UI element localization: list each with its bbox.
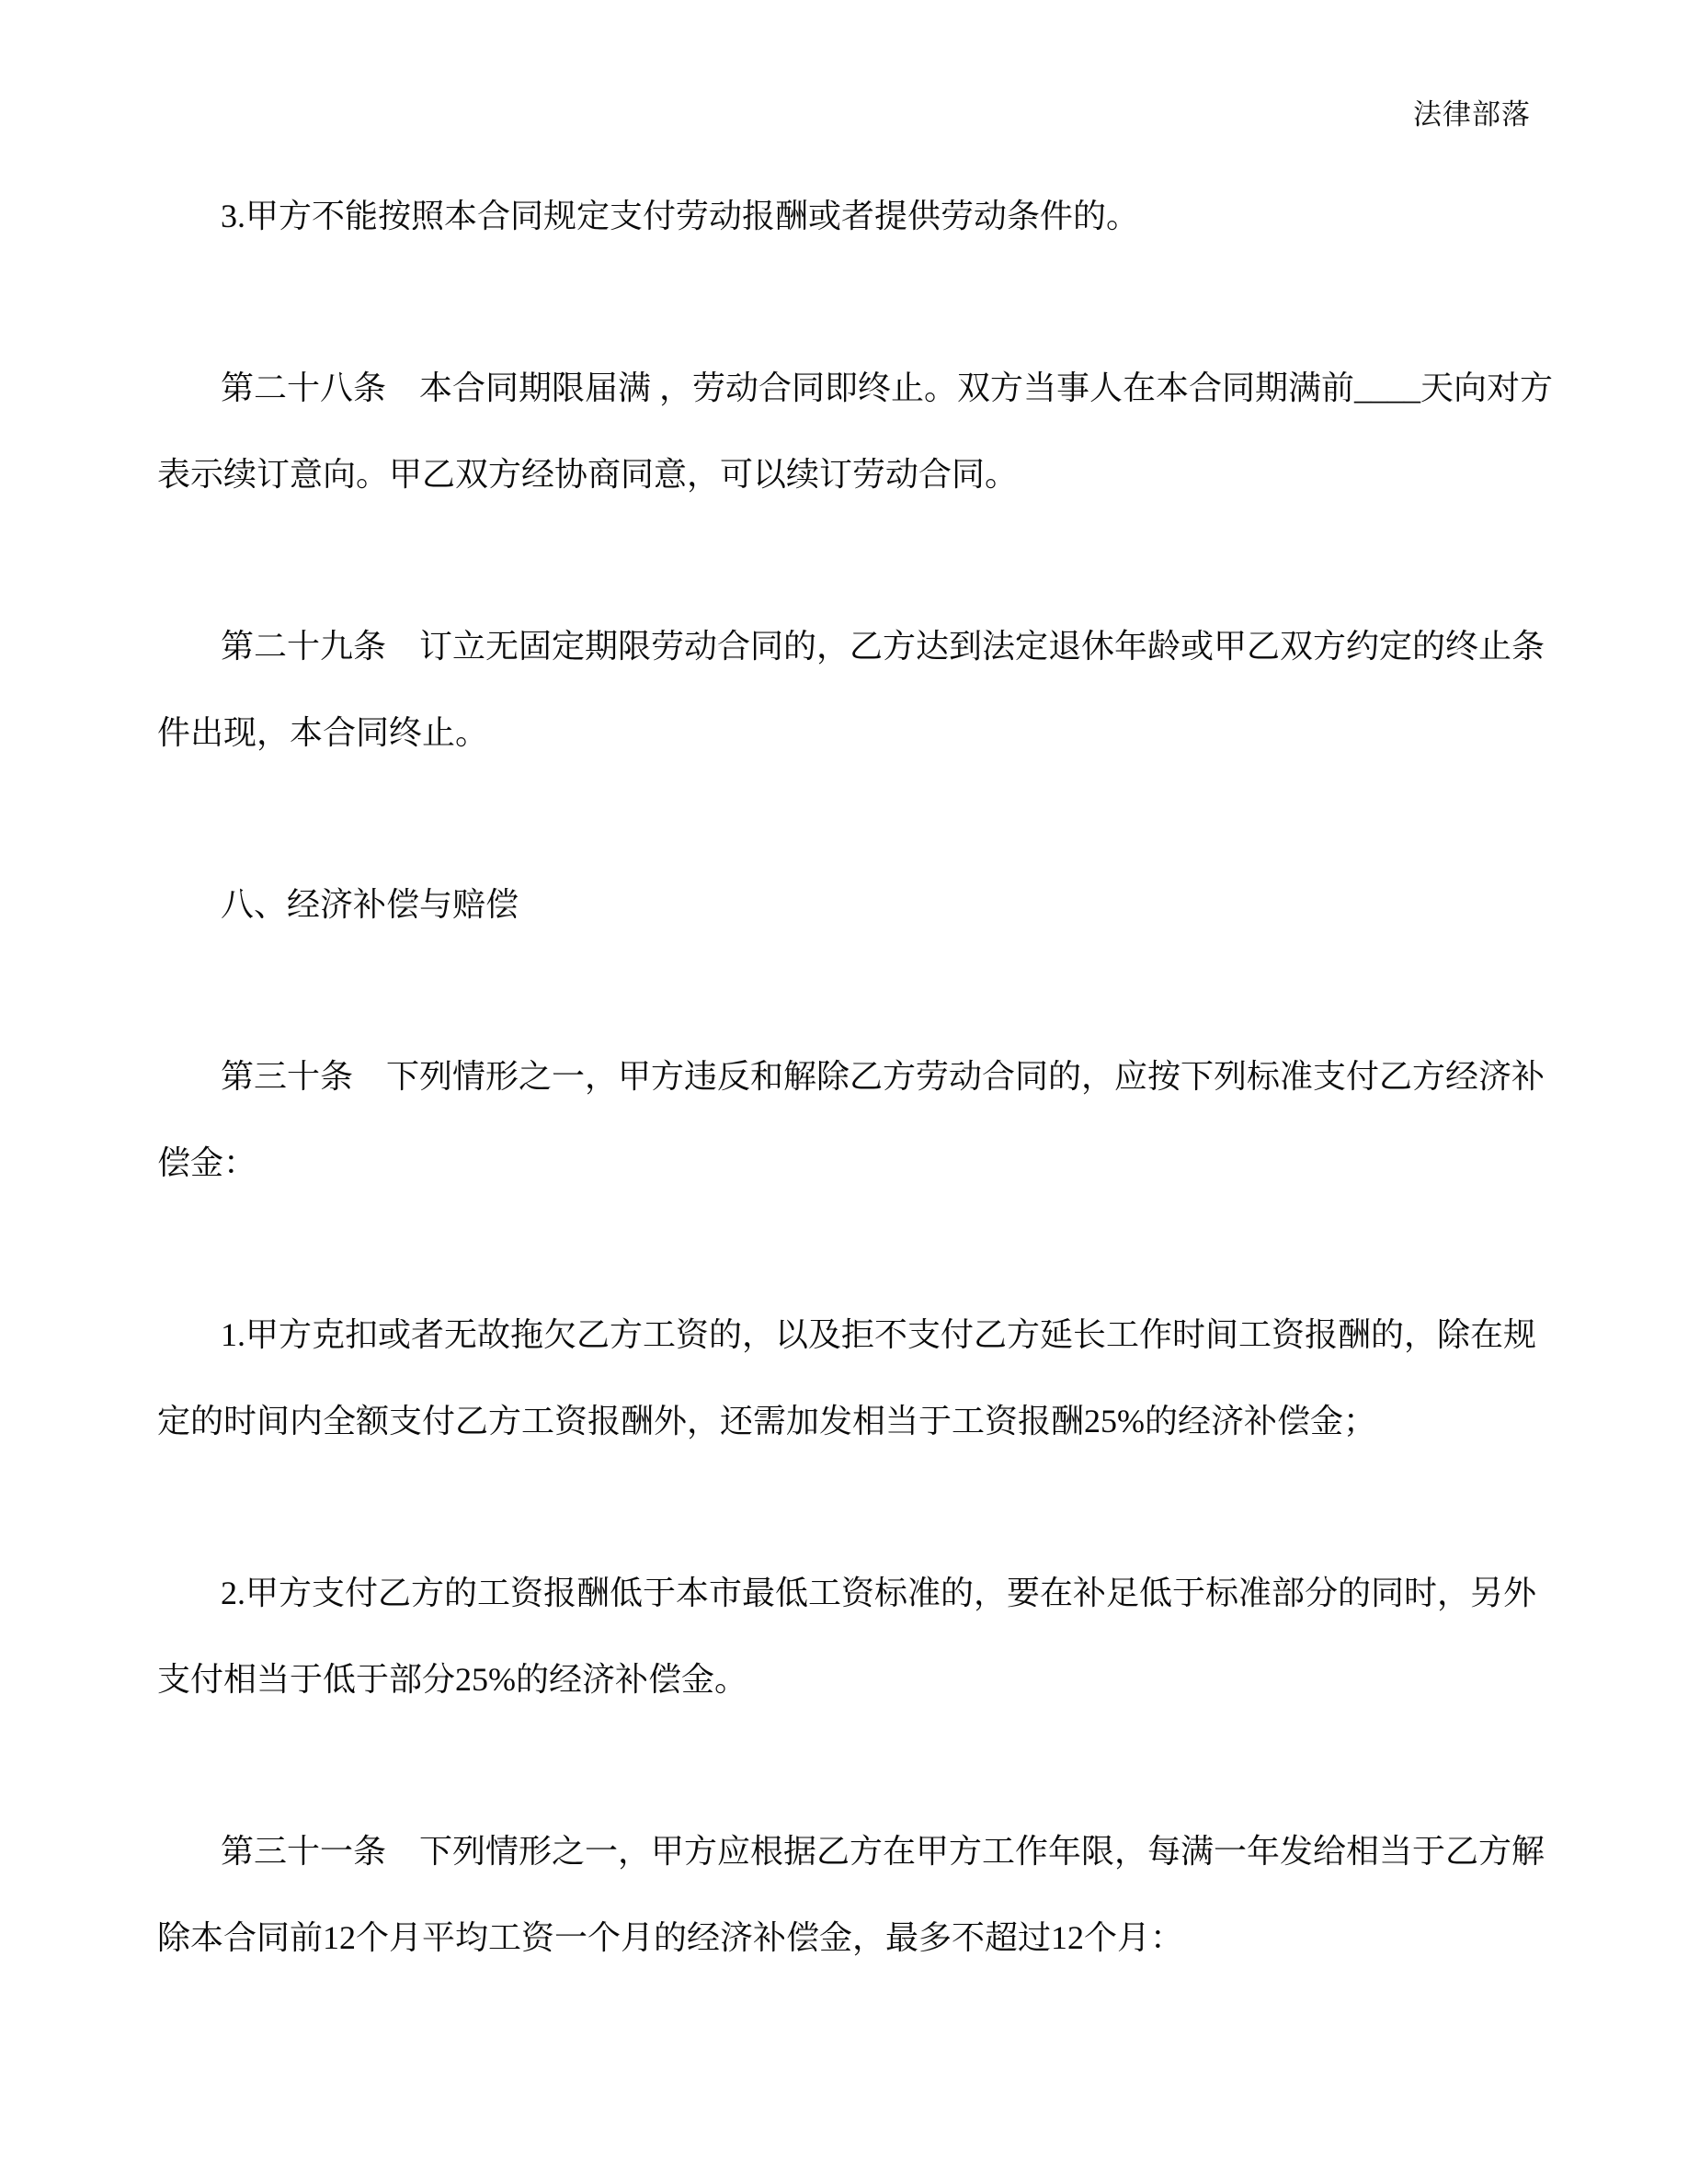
paragraph-article-31 — [157, 1808, 1545, 1981]
contract-line: 表示续订意向。甲乙双方经协商同意，可以续订劳动合同。 — [157, 456, 1019, 493]
contract-line: 定的时间内全额支付乙方工资报酬外，还需加发相当于工资报酬25%的经济补偿金； — [157, 1403, 1376, 1439]
paragraph-clause-item-2 — [157, 1550, 1536, 1723]
contract-line: 第三十条 下列情形之一，甲方违反和解除乙方劳动合同的，应按下列标准支付乙方经济补 — [221, 1058, 1545, 1095]
contract-body — [157, 173, 1554, 1981]
contract-line: 八、经济补偿与赔偿 — [221, 886, 519, 923]
paragraph-article-28 — [157, 345, 1554, 518]
contract-line: 件出现，本合同终止。 — [157, 714, 489, 751]
paragraph-article-30 — [157, 1033, 1545, 1206]
brand-watermark: 法律部落 — [1413, 98, 1531, 131]
contract-line: 1.甲方克扣或者无故拖欠乙方工资的，以及拒不支付乙方延长工作时间工资报酬的，除在规 — [221, 1316, 1537, 1353]
contract-line: 第二十八条 本合同期限届满 ，劳动合同即终止。双方当事人在本合同期满前____天向对方 — [221, 370, 1554, 406]
contract-line: 除本合同前12个月平均工资一个月的经济补偿金，最多不超过12个月： — [157, 1919, 1184, 1956]
paragraph-clause-item-1 — [157, 1291, 1536, 1464]
contract-line: 支付相当于低于部分25%的经济补偿金。 — [157, 1661, 747, 1698]
contract-line: 第三十一条 下列情形之一，甲方应根据乙方在甲方工作年限，每满一年发给相当于乙方解 — [221, 1833, 1545, 1870]
contract-line: 3.甲方不能按照本合同规定支付劳动报酬或者提供劳动条件的。 — [221, 198, 1140, 234]
paragraph-clause-item-3 — [157, 173, 1536, 259]
section-heading-8 — [157, 861, 1536, 948]
contract-line: 2.甲方支付乙方的工资报酬低于本市最低工资标准的，要在补足低于标准部分的同时，另外 — [221, 1575, 1537, 1611]
contract-line: 第二十九条 订立无固定期限劳动合同的，乙方达到法定退休年龄或甲乙双方约定的终止条 — [221, 628, 1545, 665]
paragraph-article-29 — [157, 603, 1545, 776]
contract-line: 偿金： — [157, 1144, 257, 1181]
